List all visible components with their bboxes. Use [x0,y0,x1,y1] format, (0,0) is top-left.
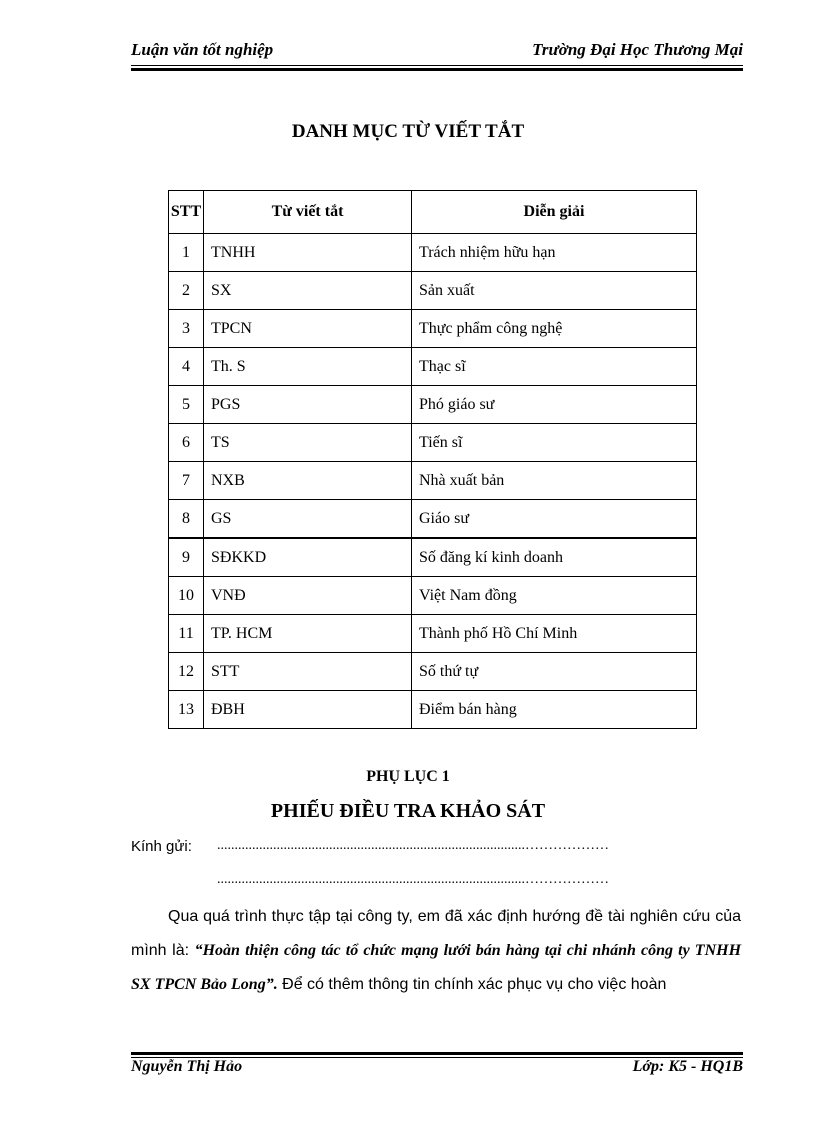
table-header-row [169,191,697,234]
row-stt: 10 [169,577,204,615]
survey-form-title: PHIẾU ĐIỀU TRA KHẢO SÁT [270,800,546,822]
page-header [131,40,743,68]
table-row [169,577,697,615]
table-row [169,272,697,310]
row-abbreviation: STT [204,653,412,691]
table-row [169,691,697,729]
row-meaning: Phó giáo sư [412,386,697,424]
header-rule [131,65,743,71]
row-meaning: Tiến sĩ [412,424,697,462]
row-stt: 8 [169,500,204,539]
row-abbreviation: TP. HCM [204,615,412,653]
row-meaning: Thực phẩm công nghệ [412,310,697,348]
row-meaning: Thạc sĩ [412,348,697,386]
recipient-label: Kính gửi: [131,838,192,855]
row-meaning: Nhà xuất bản [412,462,697,500]
row-stt: 11 [169,615,204,653]
table-row [169,538,697,577]
recipient-fill-line-2: ........................................................................................……………… [217,872,609,887]
row-stt: 6 [169,424,204,462]
row-stt: 12 [169,653,204,691]
page-title: DANH MỤC TỪ VIẾT TẮT [291,121,525,142]
row-stt: 9 [169,538,204,577]
table-row [169,386,697,424]
row-meaning: Sản xuất [412,272,697,310]
row-meaning: Việt Nam đồng [412,577,697,615]
row-stt: 4 [169,348,204,386]
intro-paragraph [131,900,741,1002]
table-row [169,348,697,386]
row-stt: 1 [169,234,204,272]
paragraph-text-start: Qua quá trình thực tập tại công ty, em đã xác định hướng đề tài nghiên cứu của mình là: [131,908,741,959]
table-row [169,500,697,539]
row-abbreviation: VNĐ [204,577,412,615]
row-abbreviation: Th. S [204,348,412,386]
footer-author: Nguyễn Thị Hảo [131,1058,243,1075]
page-footer [131,1058,743,1084]
table-row [169,653,697,691]
row-abbreviation: SX [204,272,412,310]
row-meaning: Số đăng kí kinh doanh [412,538,697,577]
row-abbreviation: TPCN [204,310,412,348]
appendix-label: PHỤ LỤC 1 [366,768,450,785]
abbreviation-table [168,190,697,729]
row-stt: 5 [169,386,204,424]
row-meaning: Số thứ tự [412,653,697,691]
column-header-stt: STT [169,191,204,234]
table-row [169,462,697,500]
header-thesis-label: Luận văn tốt nghiệp [131,40,274,59]
row-stt: 3 [169,310,204,348]
table-row [169,424,697,462]
row-meaning: Thành phố Hồ Chí Minh [412,615,697,653]
row-stt: 7 [169,462,204,500]
row-abbreviation: SĐKKD [204,538,412,577]
column-header-abbreviation: Từ viết tắt [204,191,412,234]
paragraph-text-end: Để có thêm thông tin chính xác phục vụ cho việc hoàn [277,976,667,993]
row-abbreviation: NXB [204,462,412,500]
row-meaning: Giáo sư [412,500,697,539]
footer-class: Lớp: K5 - HQ1B [632,1058,743,1075]
row-abbreviation: ĐBH [204,691,412,729]
table-row [169,615,697,653]
row-stt: 2 [169,272,204,310]
row-meaning: Trách nhiệm hữu hạn [412,234,697,272]
row-abbreviation: PGS [204,386,412,424]
recipient-fill-line-1: ........................................................................................……………… [217,838,609,853]
row-meaning: Điểm bán hàng [412,691,697,729]
row-stt: 13 [169,691,204,729]
column-header-meaning: Diễn giải [412,191,697,234]
table-row [169,310,697,348]
thesis-topic: “Hoàn thiện công tác tổ chức mạng lưới bán hàng tại chi nhánh công ty TNHH SX TPCN Bảo Long”. [131,942,742,993]
header-university: Trường Đại Học Thương Mại [532,40,743,59]
table-row [169,234,697,272]
row-abbreviation: TNHH [204,234,412,272]
row-abbreviation: GS [204,500,412,539]
row-abbreviation: TS [204,424,412,462]
